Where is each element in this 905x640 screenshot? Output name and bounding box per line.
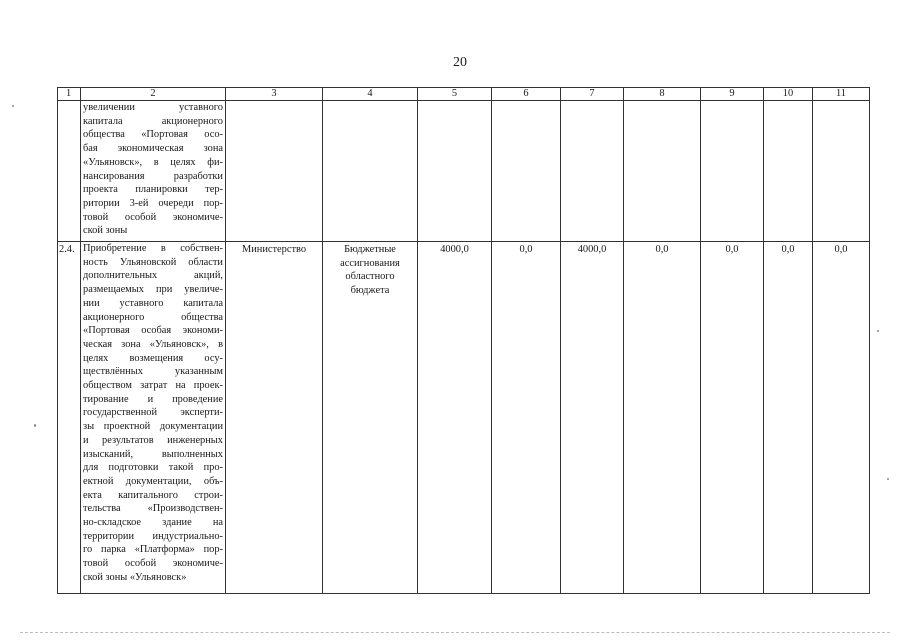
text-line: «Портовая особая экономи- xyxy=(83,325,223,337)
scan-edge-line xyxy=(20,632,890,634)
header-col-11: 11 xyxy=(813,88,870,101)
text-line: размещаемых при увеличе- xyxy=(83,284,223,296)
empty-cell xyxy=(418,101,492,242)
text-line: областного xyxy=(345,271,395,283)
empty-cell xyxy=(701,101,764,242)
text-line: но-складское здание на xyxy=(83,517,223,529)
text-line: территории индустриально- xyxy=(83,530,223,542)
funding-source-cell xyxy=(323,242,418,594)
text-line: зы проектной документации xyxy=(83,421,223,433)
empty-cell xyxy=(764,101,813,242)
header-col-4: 4 xyxy=(323,88,418,101)
text-line: Бюджетные xyxy=(344,244,396,255)
text-line: ассигнования xyxy=(340,257,400,269)
header-col-1: 1 xyxy=(58,88,81,101)
value-cell-col9: 0,0 xyxy=(701,242,764,594)
text-line: ской зоны «Ульяновск» xyxy=(83,571,187,583)
text-line: дополнительных акций, xyxy=(83,270,223,282)
scan-speck xyxy=(887,478,889,480)
text-line: бая экономическая зона xyxy=(83,143,223,155)
text-line: тирование и проведение xyxy=(83,393,223,405)
budget-table xyxy=(57,87,870,594)
text-line: нии уставного капитала xyxy=(83,297,223,309)
text-line: го парка «Платформа» пор- xyxy=(83,544,223,556)
header-col-9: 9 xyxy=(701,88,764,101)
text-line: ектной документации, объ- xyxy=(83,475,223,487)
text-line: общества «Портовая осо- xyxy=(83,129,223,141)
scan-speck xyxy=(34,424,36,427)
executor-cell: Министерство xyxy=(226,242,323,594)
text-line: ческая зона «Ульяновск», в xyxy=(83,338,223,350)
text-line: Приобретение в собствен- xyxy=(83,243,223,254)
text-line: увеличении уставного xyxy=(83,102,223,113)
value-cell-col7: 4000,0 xyxy=(561,242,624,594)
empty-cell xyxy=(323,101,418,242)
text-line: государственной эксперти- xyxy=(83,407,223,419)
empty-cell xyxy=(624,101,701,242)
measure-name-cell xyxy=(81,242,226,594)
scan-speck xyxy=(877,330,879,332)
text-line: капитала акционерного xyxy=(83,115,223,127)
table-row-2-4 xyxy=(58,242,870,594)
header-col-2: 2 xyxy=(81,88,226,101)
row-number-cell: 2.4. xyxy=(58,242,81,594)
value-cell-col8: 0,0 xyxy=(624,242,701,594)
text-line: обществом затрат на проек- xyxy=(83,380,223,392)
text-line: екта капитального строи- xyxy=(83,489,223,501)
header-col-7: 7 xyxy=(561,88,624,101)
text-line: ской зоны xyxy=(83,225,128,237)
text-line: для подготовки такой про- xyxy=(83,462,223,474)
table-header-row xyxy=(58,88,870,101)
table-row-continuation xyxy=(58,101,870,242)
text-line: тельства «Производствен- xyxy=(83,503,223,515)
text-line: и результатов инженерных xyxy=(83,434,223,446)
empty-cell xyxy=(813,101,870,242)
text-line: товой особой экономиче- xyxy=(83,558,223,570)
header-col-3: 3 xyxy=(226,88,323,101)
text-line: изысканий, выполненных xyxy=(83,448,223,460)
text-line: ность Ульяновской области xyxy=(83,256,223,268)
row-number-cell xyxy=(58,101,81,242)
empty-cell xyxy=(561,101,624,242)
empty-cell xyxy=(492,101,561,242)
header-col-8: 8 xyxy=(624,88,701,101)
text-line: товой особой экономиче- xyxy=(83,211,223,223)
page-number: 20 xyxy=(453,55,467,70)
text-line: нансирования разработки xyxy=(83,170,223,182)
text-line: ществлённых указанным xyxy=(83,366,223,378)
header-col-6: 6 xyxy=(492,88,561,101)
text-line: целях возмещения осу- xyxy=(83,352,223,364)
empty-cell xyxy=(226,101,323,242)
text-line: проекта планировки тер- xyxy=(83,184,223,196)
value-cell-col5: 4000,0 xyxy=(418,242,492,594)
text-line: «Ульяновск», в целях фи- xyxy=(83,156,223,168)
scan-speck xyxy=(12,105,14,107)
value-cell-col10: 0,0 xyxy=(764,242,813,594)
header-col-10: 10 xyxy=(764,88,813,101)
text-line: бюджета xyxy=(350,285,390,297)
text-line: акционерного общества xyxy=(83,311,223,323)
value-cell-col6: 0,0 xyxy=(492,242,561,594)
value-cell-col11: 0,0 xyxy=(813,242,870,594)
measure-name-cell xyxy=(81,101,226,242)
header-col-5: 5 xyxy=(418,88,492,101)
text-line: ритории 3-ей очереди пор- xyxy=(83,197,223,209)
